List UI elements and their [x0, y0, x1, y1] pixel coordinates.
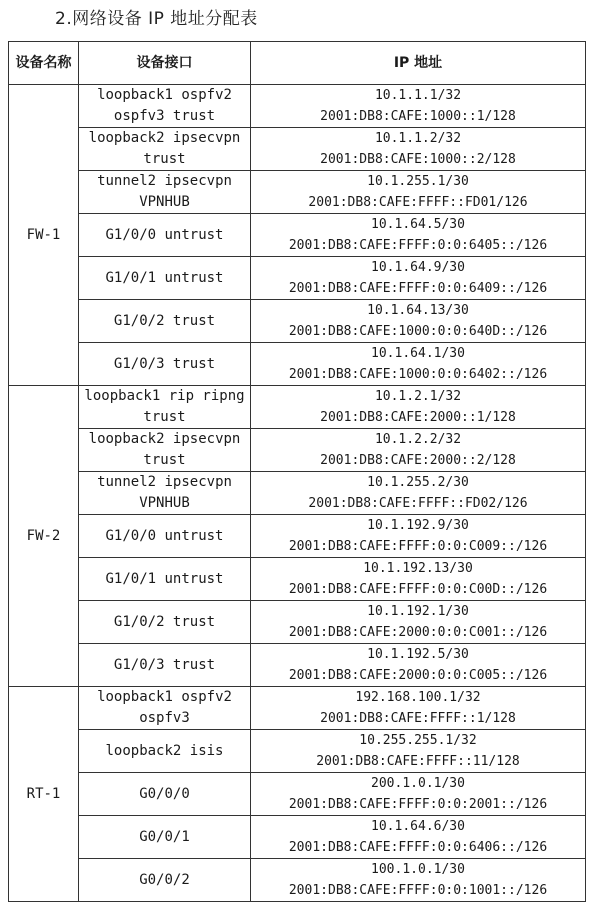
- interface-text: loopback2 ipsecvpn: [88, 431, 241, 447]
- ip-address-cell: [251, 859, 586, 902]
- ip-address-cell: [251, 171, 586, 214]
- ip-address-cell: [251, 128, 586, 171]
- interface-text: G1/0/1 untrust: [105, 570, 224, 587]
- interface-cell: [79, 171, 251, 214]
- ip-address-cell: [251, 687, 586, 730]
- ipv6-address: 2001:DB8:CAFE:FFFF:0:0:6406::/126: [288, 840, 548, 855]
- ip-address-cell: [251, 300, 586, 343]
- ipv6-address: 2001:DB8:CAFE:2000::1/128: [320, 410, 516, 425]
- ip-address-cell: [251, 85, 586, 128]
- interface-cell: [79, 128, 251, 171]
- ipv4-address: 10.1.1.2/32: [374, 131, 462, 146]
- header-device-name: 设备名称: [9, 42, 79, 85]
- ip-allocation-table: [8, 41, 586, 902]
- ipv6-address: 2001:DB8:CAFE:1000::2/128: [320, 152, 516, 167]
- ipv4-address: 100.1.0.1/30: [371, 862, 465, 877]
- interface-cell: [79, 85, 251, 128]
- ip-address-cell: [251, 773, 586, 816]
- ipv6-address: 2001:DB8:CAFE:1000::1/128: [320, 109, 516, 124]
- ipv4-address: 10.1.192.9/30: [367, 518, 469, 533]
- interface-cell: [79, 429, 251, 472]
- interface-text: G1/0/0 untrust: [105, 527, 224, 544]
- interface-cell: [79, 257, 251, 300]
- table-row: [9, 816, 586, 859]
- ipv6-address: 2001:DB8:CAFE:1000:0:0:6402::/126: [288, 367, 548, 382]
- ipv6-address: 2001:DB8:CAFE:2000::2/128: [320, 453, 516, 468]
- ipv4-address: 10.255.255.1/32: [359, 733, 477, 748]
- ip-address-cell: [251, 730, 586, 773]
- table-row: [9, 687, 586, 730]
- ipv4-address: 10.1.192.13/30: [363, 561, 473, 576]
- table-row: [9, 730, 586, 773]
- interface-text: loopback1 rip ripng: [84, 388, 245, 404]
- ipv6-address: 2001:DB8:CAFE:FFFF::1/128: [320, 711, 516, 726]
- ipv6-address: 2001:DB8:CAFE:2000:0:0:C001::/126: [288, 625, 548, 640]
- ip-address-cell: [251, 386, 586, 429]
- interface-text: ospfv3 trust: [113, 108, 216, 124]
- ipv4-address: 192.168.100.1/32: [355, 690, 481, 705]
- table-row: [9, 644, 586, 687]
- interface-cell: [79, 386, 251, 429]
- interface-text: G1/0/1 untrust: [105, 269, 224, 286]
- interface-text: trust: [143, 409, 186, 425]
- table-row: [9, 472, 586, 515]
- table-row: [9, 429, 586, 472]
- header-device-interface: 设备接口: [79, 42, 251, 85]
- table-row: [9, 85, 586, 128]
- section-heading: 2.网络设备 IP 地址分配表: [55, 9, 258, 29]
- table-row: [9, 300, 586, 343]
- ipv6-address: 2001:DB8:CAFE:FFFF:0:0:2001::/126: [288, 797, 548, 812]
- ipv4-address: 10.1.1.1/32: [374, 88, 462, 103]
- interface-text: G1/0/3 trust: [113, 656, 216, 673]
- table-header-row: [9, 42, 586, 85]
- interface-text: trust: [143, 452, 186, 468]
- interface-text: G1/0/2 trust: [113, 312, 216, 329]
- ip-address-cell: [251, 558, 586, 601]
- ipv4-address: 10.1.255.1/30: [367, 174, 469, 189]
- device-name-cell: FW-2: [9, 386, 79, 687]
- interface-text: G1/0/2 trust: [113, 613, 216, 630]
- ipv6-address: 2001:DB8:CAFE:FFFF:0:0:1001::/126: [288, 883, 548, 898]
- table-row: [9, 386, 586, 429]
- interface-text: VPNHUB: [139, 194, 190, 210]
- ipv6-address: 2001:DB8:CAFE:1000:0:0:640D::/126: [288, 324, 548, 339]
- interface-text: ospfv3: [139, 710, 190, 726]
- ipv6-address: 2001:DB8:CAFE:FFFF:0:0:6409::/126: [288, 281, 548, 296]
- ip-address-cell: [251, 257, 586, 300]
- interface-text: tunnel2 ipsecvpn: [97, 474, 232, 490]
- table-row: [9, 515, 586, 558]
- interface-cell: [79, 644, 251, 687]
- ip-address-cell: [251, 644, 586, 687]
- interface-cell: [79, 300, 251, 343]
- ip-address-cell: [251, 343, 586, 386]
- ipv4-address: 10.1.192.5/30: [367, 647, 469, 662]
- ipv4-address: 10.1.255.2/30: [367, 475, 469, 490]
- interface-text: tunnel2 ipsecvpn: [97, 173, 232, 189]
- table-row: [9, 171, 586, 214]
- ip-address-cell: [251, 816, 586, 859]
- interface-text: G0/0/2: [139, 871, 190, 888]
- ipv6-address: 2001:DB8:CAFE:FFFF:0:0:6405::/126: [288, 238, 548, 253]
- interface-cell: [79, 773, 251, 816]
- interface-text: loopback1 ospfv2: [97, 87, 232, 103]
- interface-cell: [79, 214, 251, 257]
- ipv4-address: 10.1.64.6/30: [371, 819, 465, 834]
- interface-text: trust: [143, 151, 186, 167]
- interface-text: loopback2 isis: [105, 742, 224, 759]
- interface-cell: [79, 859, 251, 902]
- ipv6-address: 2001:DB8:CAFE:FFFF::FD01/126: [308, 195, 528, 210]
- interface-cell: [79, 687, 251, 730]
- header-ip-address: IP 地址: [251, 42, 586, 85]
- table-row: [9, 214, 586, 257]
- ip-address-cell: [251, 214, 586, 257]
- ipv4-address: 10.1.192.1/30: [367, 604, 469, 619]
- ipv4-address: 10.1.2.1/32: [374, 389, 462, 404]
- interface-cell: [79, 343, 251, 386]
- ip-address-cell: [251, 472, 586, 515]
- ip-address-cell: [251, 429, 586, 472]
- ipv6-address: 2001:DB8:CAFE:FFFF::FD02/126: [308, 496, 528, 511]
- ipv6-address: 2001:DB8:CAFE:FFFF:0:0:C00D::/126: [288, 582, 548, 597]
- ipv6-address: 2001:DB8:CAFE:2000:0:0:C005::/126: [288, 668, 548, 683]
- table-body: [9, 85, 586, 902]
- ip-address-cell: [251, 601, 586, 644]
- ipv4-address: 10.1.2.2/32: [374, 432, 462, 447]
- ipv6-address: 2001:DB8:CAFE:FFFF::11/128: [316, 754, 520, 769]
- ipv4-address: 10.1.64.13/30: [367, 303, 469, 318]
- interface-cell: [79, 515, 251, 558]
- interface-text: VPNHUB: [139, 495, 190, 511]
- table-row: [9, 558, 586, 601]
- ip-address-cell: [251, 515, 586, 558]
- interface-text: G1/0/3 trust: [113, 355, 216, 372]
- interface-cell: [79, 816, 251, 859]
- device-name-cell: FW-1: [9, 85, 79, 386]
- interface-cell: [79, 472, 251, 515]
- ipv6-address: 2001:DB8:CAFE:FFFF:0:0:C009::/126: [288, 539, 548, 554]
- device-name-cell: RT-1: [9, 687, 79, 902]
- interface-text: loopback2 ipsecvpn: [88, 130, 241, 146]
- ipv4-address: 10.1.64.1/30: [371, 346, 465, 361]
- table-row: [9, 343, 586, 386]
- table-row: [9, 859, 586, 902]
- table-row: [9, 601, 586, 644]
- ipv4-address: 10.1.64.5/30: [371, 217, 465, 232]
- interface-text: loopback1 ospfv2: [97, 689, 232, 705]
- table-row: [9, 257, 586, 300]
- interface-cell: [79, 558, 251, 601]
- table-row: [9, 773, 586, 816]
- interface-cell: [79, 730, 251, 773]
- interface-cell: [79, 601, 251, 644]
- interface-text: G0/0/1: [139, 828, 190, 845]
- interface-text: G1/0/0 untrust: [105, 226, 224, 243]
- ipv4-address: 200.1.0.1/30: [371, 776, 465, 791]
- ipv4-address: 10.1.64.9/30: [371, 260, 465, 275]
- table-row: [9, 128, 586, 171]
- interface-text: G0/0/0: [139, 785, 190, 802]
